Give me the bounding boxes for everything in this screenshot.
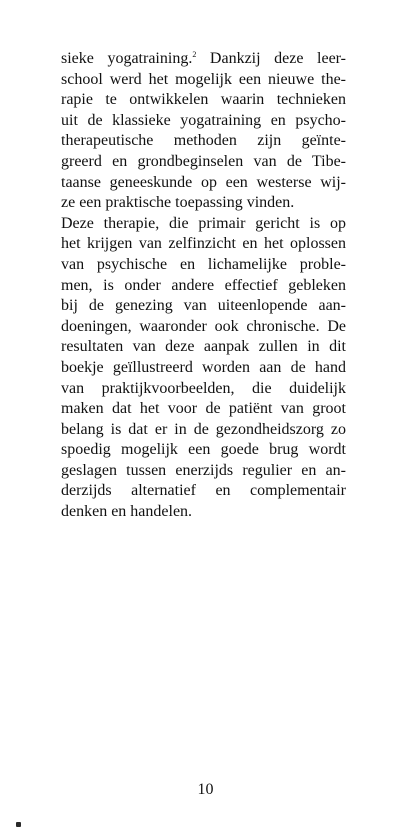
body-text — [61, 49, 346, 523]
text-line: van psychische en lichamelijke proble- — [61, 255, 346, 273]
text-line: doeningen, waaronder ook chronische. De — [61, 317, 346, 335]
text-line: ze een praktische toepassing vinden. — [61, 194, 295, 212]
text-line: denken en handelen. — [61, 503, 193, 521]
text-line: therapeutische methoden zijn geïnte- — [61, 132, 346, 150]
text-line: rapie te ontwikkelen waarin technieken — [61, 91, 346, 109]
text-line: Deze therapie, die primair gericht is op — [61, 214, 346, 232]
text-line: men, is onder andere effectief gebleken — [61, 276, 346, 294]
text-line: spoedig mogelijk een goede brug wordt — [61, 441, 346, 459]
text-line: maken dat het voor de patiënt van groot — [61, 400, 346, 418]
page-number: 10 — [197, 781, 214, 798]
text-line: het krijgen van zelfinzicht en het oplossen — [61, 235, 346, 253]
text-line: boekje geïllustreerd worden aan de hand — [61, 358, 346, 376]
text-line: taanse geneeskunde op een westerse wij- — [61, 173, 346, 191]
text-line: school werd het mogelijk een nieuwe the- — [61, 70, 346, 88]
text-line: bij de genezing van uiteenlopende aan- — [61, 297, 346, 315]
text-line: geslagen tussen enerzijds regulier en an- — [61, 461, 346, 479]
footnote-marker: 2 — [192, 50, 197, 59]
text-line: greerd en grondbeginselen van de Tibe- — [61, 152, 346, 170]
text-line: uit de klassieke yogatraining en psycho- — [61, 111, 346, 129]
text-line: sieke yogatraining.$^2$ Dankzij deze leer- — [61, 50, 346, 67]
text-line: resultaten van deze aanpak zullen in dit — [61, 338, 346, 356]
text-line: van praktijkvoorbeelden, die duidelijk — [61, 379, 346, 397]
ink-speck — [16, 822, 21, 827]
text-line: belang is dat er in de gezondheidszorg zo — [61, 420, 346, 438]
text-line: derzijds alternatief en complementair — [61, 482, 346, 500]
